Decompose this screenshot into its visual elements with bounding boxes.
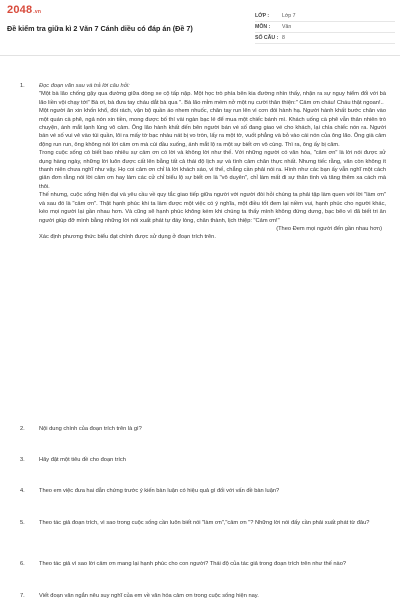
question-6	[20, 560, 386, 568]
meta-row-count	[255, 33, 395, 44]
meta-value: 8	[282, 35, 285, 41]
meta-row-class	[255, 11, 395, 22]
question-list	[0, 56, 400, 600]
question-text: Viết đoạn văn ngắn nêu suy nghĩ của em về văn hóa cảm ơn trong cuộc sống hiện nay.	[39, 593, 259, 599]
meta-value: Lớp 7	[282, 13, 296, 19]
page-header	[0, 0, 400, 56]
question-number: 6.	[20, 561, 25, 567]
meta-label: MÔN :	[255, 24, 271, 30]
question-text: Nội dung chính của đoạn trích trên là gì?	[39, 426, 142, 432]
question-4	[20, 487, 386, 495]
meta-value: Văn	[282, 24, 292, 30]
meta-info	[255, 11, 395, 44]
question-number: 7.	[20, 593, 25, 599]
question-instruction: Đọc đoạn văn sau và trả lời câu hỏi:	[39, 83, 130, 89]
question-1	[20, 82, 386, 242]
passage-paragraph: "Một bà lão chống gậy qua đường giữa dòng xe cộ tấp nập. Một học trò phía bên kia đường nhìn thấy, nhận ra sự nguy hiểm đối với bà lão liền vội chạy tới" Bà ơi, bà đưa tay cháu dắt bà qua ". Bà lão mỉm mém nở một nụ cười thân thiện:" Cảm ơn cháu! Cháu thật ngoan!..	[39, 91, 386, 106]
reading-passage	[39, 90, 386, 225]
question-number: 5.	[20, 520, 25, 526]
question-text: Theo tác giả đoạn trích, vì sao trong cuộc sống cần luôn biết nói "làm ơn","cảm ơn "? Những lời nói đấy cần phải xuất phát từ đâu?	[39, 520, 370, 526]
passage-paragraph: Thế nhưng, cuộc sống hiện đại và yêu cầu về quy tắc giao tiếp giữa người với người đòi hỏi chúng ta phải tập làm quen với lời "làm ơn" và sau đó là "cảm ơn". Thật hạnh phúc khi ta làm được một việc có ý nghĩa, một điều tốt đem lại niềm vui, hạnh phúc cho người khác, kéo mọi người lại gần nhau hơn. Và cũng sẽ hạnh phúc không kém khi chúng ta thấy mình không đứng dưng, bạc bẽo vì đã biết tri ân người giúp đỡ mình bằng những lời nói xuất phát tự đáy lòng, chân thành, lịch thiệp: "Cảm ơn!"	[39, 192, 386, 224]
question-3	[20, 456, 386, 464]
meta-row-subject	[255, 22, 395, 33]
question-2	[20, 425, 386, 433]
question-text: Theo tác giả vì sao lời cảm ơn mang lại hạnh phúc cho con người? Thái độ của tác giả trong đoạn trích trên như thế nào?	[39, 561, 347, 567]
meta-label: SỐ CÂU :	[255, 35, 279, 41]
site-logo[interactable]: 2048.vn	[7, 4, 42, 16]
question-text: Hãy đặt một tiêu đề cho đoạn trích	[39, 457, 126, 463]
question-task: Xác định phương thức biểu đạt chính được sử dụng ở đoạn trích trên.	[39, 234, 216, 241]
question-number: 3.	[20, 457, 25, 463]
question-text: Theo em việc đưa hai dẫn chứng trước ý kiến bàn luận có hiệu quả gì đối với vấn đề bàn luận?	[39, 488, 280, 494]
question-number: 4.	[20, 488, 25, 494]
passage-paragraph: Một người ăn xin khốn khổ, đói rách, vận bộ quần áo nhem nhuốc, chân tay run lên vì cơn đói hành hạ. Người hành khất bước chân vào một quán cà phê, ngả nón xin tiền, mong được bố thí vài ngàn bạc lẻ để mua một chiếc bánh mì. Khách uống cà phê vẫn thản nhiên trò chuyện, ánh mắt lạnh lùng vô cảm. Ông lão hành khất đến bên người bán vé số đang giao vé cho khách, lại chìa chiếc nón ra. Người bán vé số vui vẻ vào túi quần, lôi ra mấy tờ bạc nhàu nát bị vo tròn, lấy ra một tờ, vuốt phẳng và bỏ vào cái nón của ông lão. Ông già cảm động run run, ông không nói lời cảm ơn mà cúi đầu xuống, ánh mắt lộ ra một sự biết ơn vô cùng. Thì ra, ông ấy bị câm.	[39, 108, 386, 148]
meta-label: LỚP :	[255, 13, 270, 19]
passage-source: (Theo Đem mọi người đến gần nhau hơn)	[276, 225, 382, 232]
question-number: 1.	[20, 83, 25, 89]
question-5	[20, 519, 386, 527]
page-title: Đề kiểm tra giữa kì 2 Văn 7 Cánh diều có đáp án (Đề 7)	[7, 24, 193, 33]
passage-paragraph: Trong cuộc sống có biết bao nhiêu sự cảm ơn có lời và không lời như thế. Với những người có văn hóa, "cảm ơn" là lời nói được sử dụng hàng ngày, những lời luôn được cất lên bằng tất cả thái độ lịch sự và tình cảm chân thực nhất. Nhưng tiếc rằng, văn còn không ít thanh niên chưa nghĩ như vậy. Họ coi cảm ơn chỉ là lời khách sáo, vì thế, chẳng cần phải nói ra. Hình như các bạn ấy vẫn nghĩ một cách giản đơn rằng nói lời cảm ơn hay làm các cử chỉ biểu lộ sự biết ơn là "vô duyên", chỉ làm mất đi sự thân tình và tăng thêm xa cách mà thôi.	[39, 150, 386, 190]
question-number: 2.	[20, 426, 25, 432]
question-7	[20, 592, 386, 600]
